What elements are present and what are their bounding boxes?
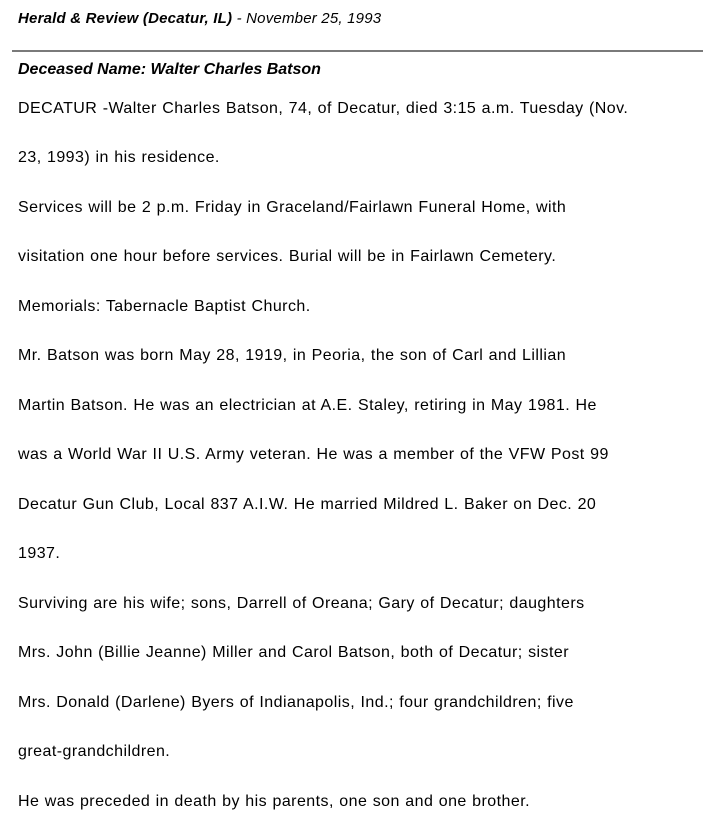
obituary-line: was a World War II U.S. Army veteran. He was a member of the VFW Post 99 <box>18 446 609 463</box>
obituary-line: Mrs. John (Billie Jeanne) Miller and Carol Batson, both of Decatur; sister <box>18 644 570 661</box>
deceased-name: Walter Charles Batson <box>150 61 321 78</box>
newspaper-name: Herald & Review (Decatur, IL) <box>18 10 233 27</box>
header-divider <box>12 50 703 52</box>
obituary-line: 1937. <box>18 545 61 562</box>
obituary-line: Decatur Gun Club, Local 837 A.I.W. He married Mildred L. Baker on Dec. 20 <box>18 496 597 513</box>
obituary-line: Mr. Batson was born May 28, 1919, in Peoria, the son of Carl and Lillian <box>18 347 567 364</box>
obituary-line: Memorials: Tabernacle Baptist Church. <box>18 298 311 315</box>
deceased-name-heading <box>18 61 321 79</box>
obituary-line: Surviving are his wife; sons, Darrell of Oreana; Gary of Decatur; daughters <box>18 595 585 612</box>
obituary-line: great-grandchildren. <box>18 743 171 760</box>
header-separator: - <box>232 10 247 27</box>
article-source-header <box>18 10 381 27</box>
obituary-line: Martin Batson. He was an electrician at A.E. Staley, retiring in May 1981. He <box>18 397 597 414</box>
obituary-line: 23, 1993) in his residence. <box>18 149 220 166</box>
obituary-line: He was preceded in death by his parents, one son and one brother. <box>18 793 531 810</box>
obituary-line: DECATUR -Walter Charles Batson, 74, of Decatur, died 3:15 a.m. Tuesday (Nov. <box>18 100 629 117</box>
publication-date: November 25, 1993 <box>246 10 382 27</box>
obituary-line: Mrs. Donald (Darlene) Byers of Indianapolis, Ind.; four grandchildren; five <box>18 694 574 711</box>
obituary-line: visitation one hour before services. Burial will be in Fairlawn Cemetery. <box>18 248 557 265</box>
obituary-line: Services will be 2 p.m. Friday in Graceland/Fairlawn Funeral Home, with <box>18 199 567 216</box>
deceased-label: Deceased Name: <box>18 61 147 78</box>
